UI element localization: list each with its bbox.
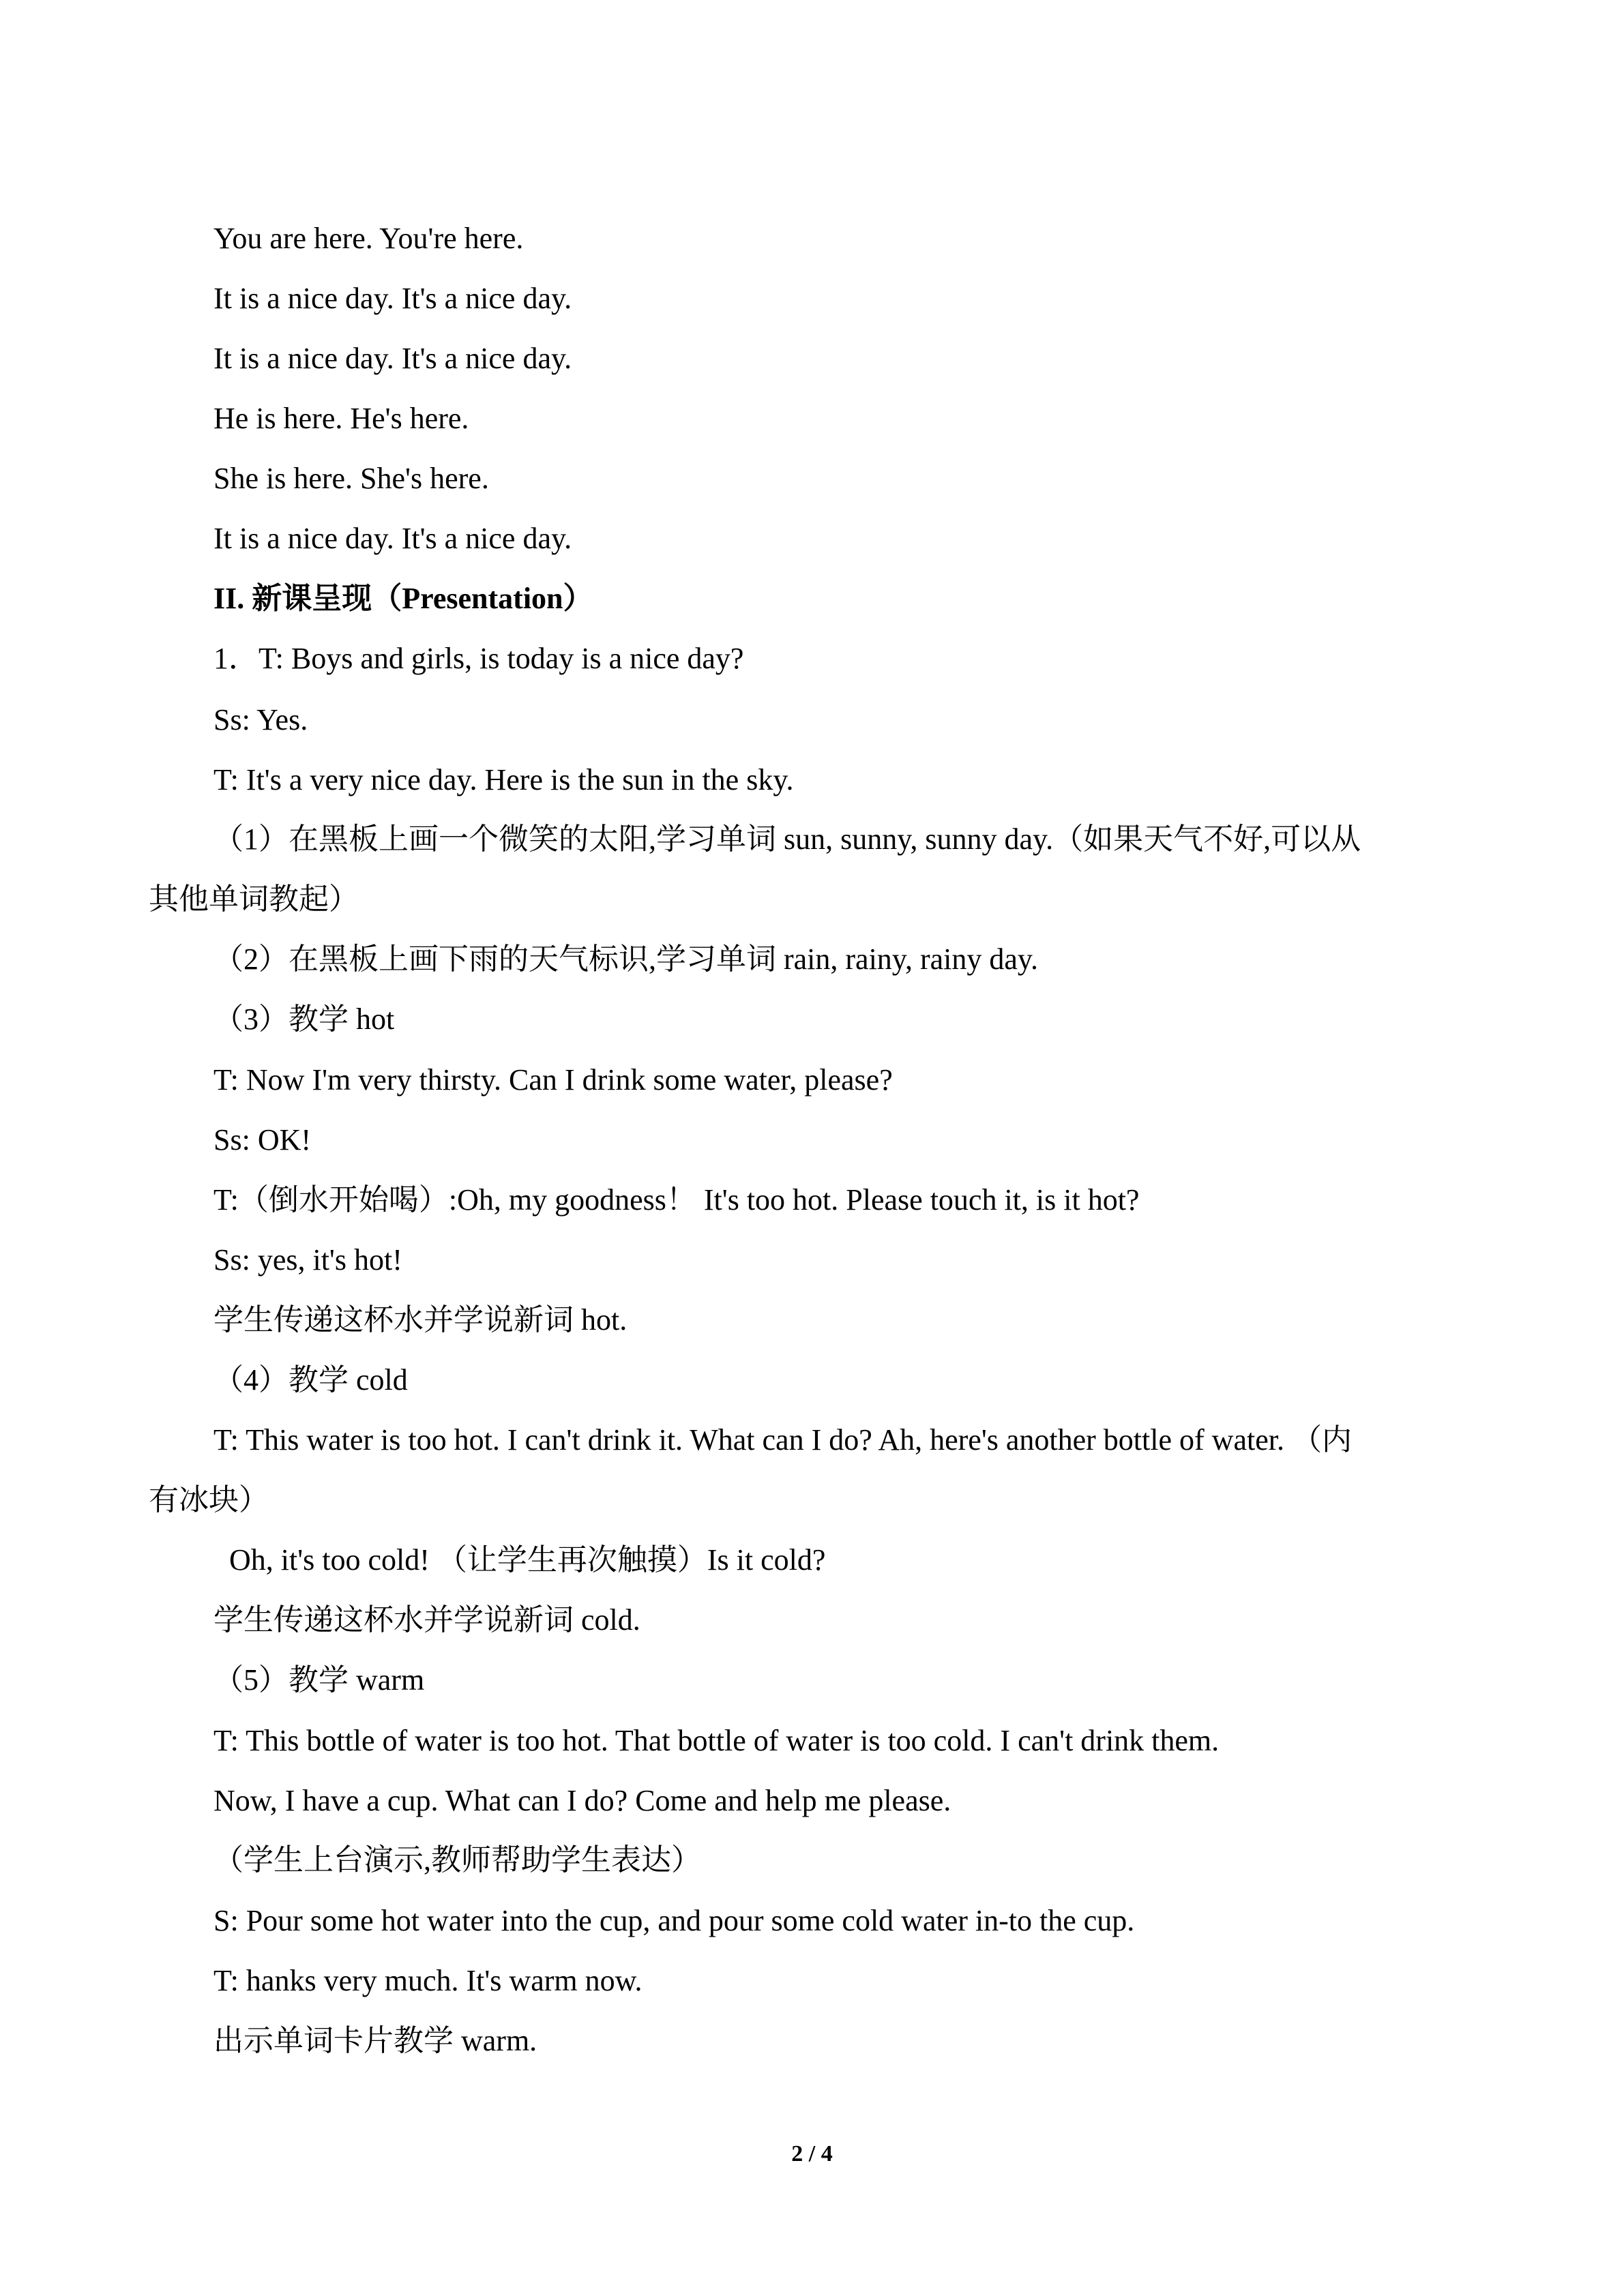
text-line: （4）教学 cold (213, 1363, 408, 1397)
text-line: （2）在黑板上画下雨的天气标识,学习单词 rain, rainy, rainy day. (213, 942, 1039, 976)
text-line: 有冰块） (149, 1483, 269, 1517)
text-line: （学生上台演示,教师帮助学生表达） (213, 1843, 701, 1877)
text-line: T: Now I'm very thirsty. Can I drink some water, please? (213, 1063, 893, 1097)
text-line: （5）教学 warm (213, 1663, 425, 1697)
text-line: 学生传递这杯水并学说新词 cold. (213, 1603, 640, 1637)
text-line: He is here. He's here. (213, 402, 469, 435)
text-line: T: This bottle of water is too hot. That bottle of water is too cold. I can't drink them. (213, 1724, 1220, 1757)
text-line: （1）在黑板上画一个微笑的太阳,学习单词 sun, sunny, sunny day.（如果天气不好,可以从 (213, 822, 1361, 856)
text-line: 学生传递这杯水并学说新词 hot. (213, 1303, 628, 1337)
text-line: It is a nice day. It's a nice day. (213, 342, 572, 375)
text-line: T: This water is too hot. I can't drink it. What can I do? Ah, here's another bottle of water. （内 (213, 1423, 1352, 1457)
text-line: You are here. You're here. (213, 222, 524, 255)
section-heading: II. 新课呈现（Presentation） (213, 582, 593, 615)
text-line: T:（倒水开始喝）:Oh, my goodness！ It's too hot. Please touch it, is it hot? (213, 1183, 1140, 1217)
text-line: It is a nice day. It's a nice day. (213, 522, 572, 555)
text-line: It is a nice day. It's a nice day. (213, 282, 572, 315)
text-line: 出示单词卡片教学 warm. (213, 2024, 537, 2057)
text-line: She is here. She's here. (213, 462, 489, 495)
text-line: 1．T: Boys and girls, is today is a nice day? (213, 642, 744, 675)
text-line: Now, I have a cup. What can I do? Come and help me please. (213, 1784, 951, 1817)
text-line: T: hanks very much. It's warm now. (213, 1964, 643, 1997)
page-number: 2 / 4 (791, 2141, 833, 2166)
text-line: Oh, it's too cold! （让学生再次触摸）Is it cold? (229, 1543, 826, 1577)
text-line: Ss: yes, it's hot! (213, 1243, 402, 1277)
text-line: T: It's a very nice day. Here is the sun in the sky. (213, 763, 794, 796)
text-line: Ss: OK! (213, 1123, 312, 1157)
text-line: S: Pour some hot water into the cup, and pour some cold water in-to the cup. (213, 1904, 1135, 1937)
text-line: 其他单词教起） (149, 882, 359, 916)
text-line: （3）教学 hot (213, 1002, 395, 1036)
text-line: Ss: Yes. (213, 703, 308, 736)
